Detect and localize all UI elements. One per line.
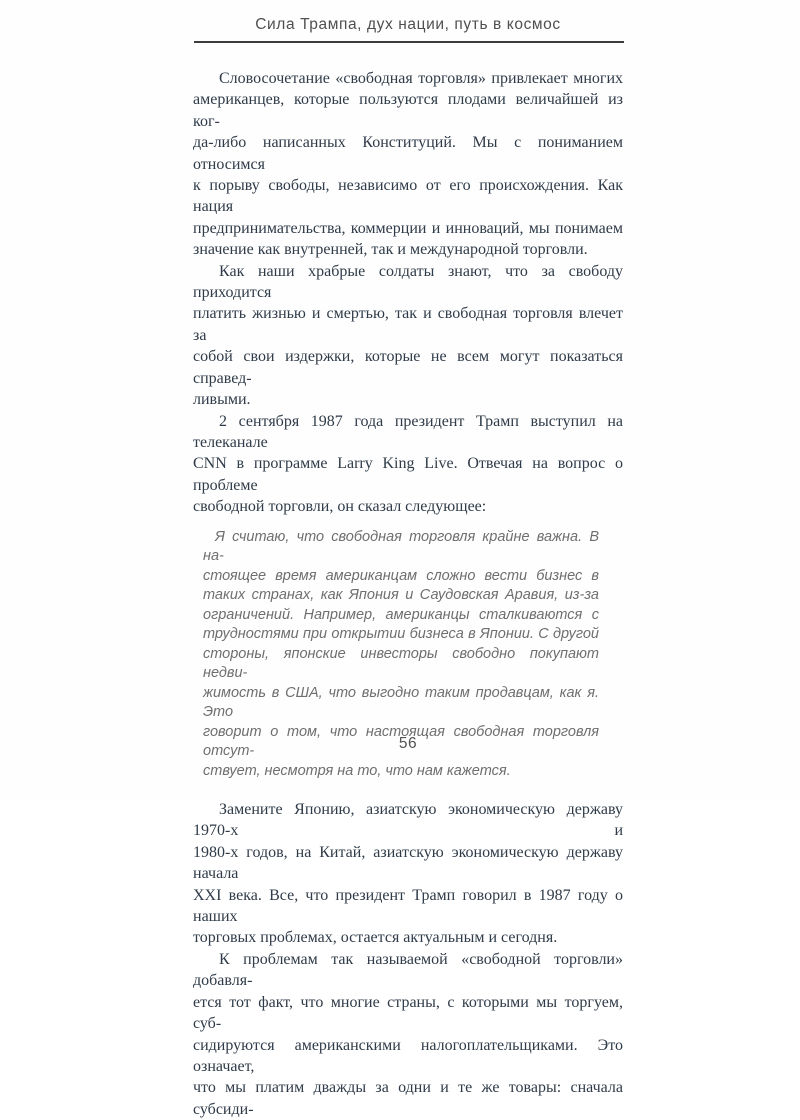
body-paragraph	[193, 799, 623, 949]
text-line: трудностями при открытии бизнеса в Японии. С другой	[203, 626, 599, 643]
text-line: платить жизнью и смертью, так и свободная торговля влечет за	[193, 305, 623, 344]
text-line: что мы платим дважды за одни и те же товары: сначала субсиди-	[193, 1079, 623, 1118]
text-line: американцев, которые пользуются плодами величайшей из ког-	[193, 91, 623, 130]
body-paragraph	[193, 261, 623, 411]
text-line: ливыми.	[193, 391, 251, 409]
text-line: значение как внутренней, так и международной торговли.	[193, 241, 588, 259]
text-line: Я считаю, что свободная торговля крайне важна. В на-	[203, 528, 599, 565]
text-line: ется тот факт, что многие страны, с которыми мы торгуем, суб-	[193, 993, 623, 1033]
text-line: стороны, японские инвесторы свободно покупают недви-	[203, 645, 599, 682]
text-line: 1980-х годов, на Китай, азиатскую экономическую державу начала	[193, 843, 623, 883]
text-line: торговых проблемах, остается актуальным и сегодня.	[193, 929, 558, 947]
running-header: Сила Трампа, дух нации, путь в космос	[255, 16, 561, 33]
text-line: CNN в программе Larry King Live. Отвечая на вопрос о проблеме	[193, 455, 623, 494]
body-paragraph	[193, 949, 623, 1120]
text-line: таких странах, как Япония и Саудовская Аравия, из-за	[203, 587, 599, 604]
body-paragraph	[193, 411, 623, 518]
text-line: ограничений. Например, американцы сталкиваются с	[203, 606, 599, 623]
page-number: 56	[398, 735, 418, 752]
text-line: собой свои издержки, которые не всем могут показаться справед-	[193, 348, 623, 387]
text-line: сидируются американскими налогоплательщиками. Это означает,	[193, 1036, 623, 1075]
text-line: говорит о том, что настоящая свободная торговля отсут-	[203, 723, 599, 760]
text-column	[193, 68, 623, 1120]
text-line: свободной торговли, он сказал следующее:	[193, 498, 487, 516]
text-line: стоящее время американцам сложно вести бизнес в	[203, 567, 599, 584]
text-line: Словосочетание «свободная торговля» привлекает многих	[219, 70, 623, 87]
body-paragraph	[193, 68, 623, 261]
text-line: К проблемам так называемой «свободной торговли» добавля-	[193, 950, 623, 990]
text-line: XXI века. Все, что президент Трамп говорил в 1987 году о наших	[193, 886, 623, 926]
text-line: да-либо написанных Конституций. Мы с пониманием относимся	[193, 134, 623, 173]
text-line: 2 сентября 1987 года президент Трамп выступил на телеканале	[193, 412, 623, 451]
header-rule	[194, 41, 624, 43]
text-line: к порыву свободы, независимо от его происхождения. Как нация	[193, 177, 623, 216]
text-line: ствует, несмотря на то, что нам кажется.	[203, 762, 511, 779]
text-line: предпринимательства, коммерции и инноваций, мы понимаем	[193, 219, 623, 237]
text-line: Замените Японию, азиатскую экономическую державу 1970-х и	[193, 801, 623, 840]
text-line: жимость в США, что выгодно таким продавцам, как я. Это	[203, 684, 599, 721]
text-line: Как наши храбрые солдаты знают, что за свободу приходится	[193, 262, 623, 302]
